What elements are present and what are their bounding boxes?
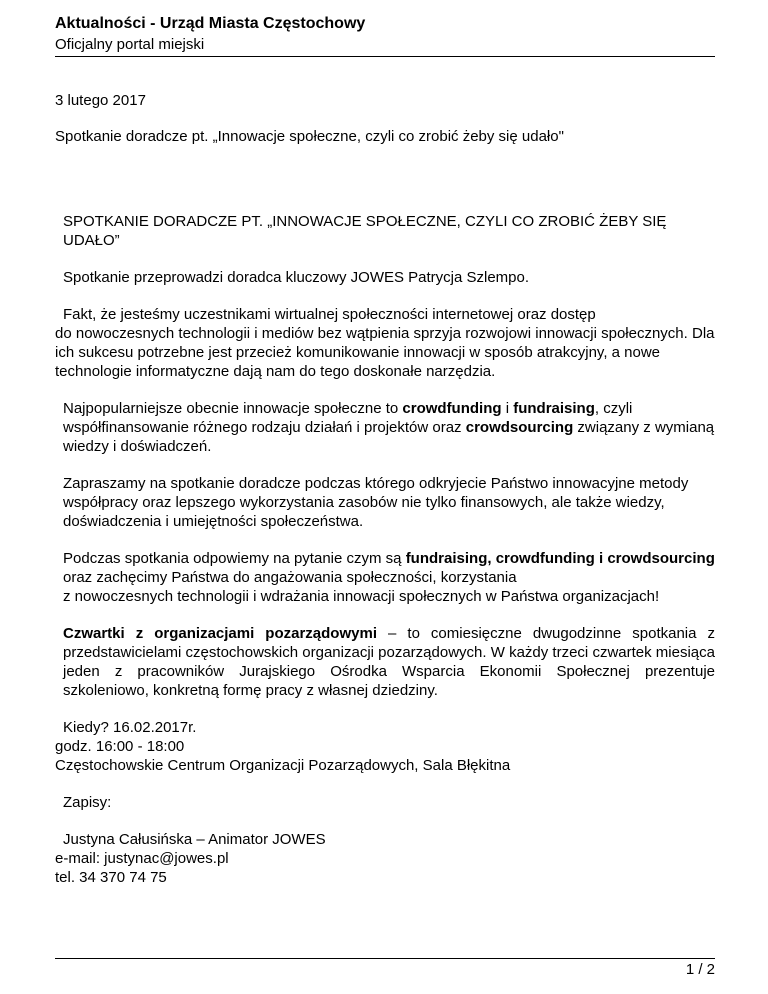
- paragraph-questions-text-c: oraz zachęcimy Państwa do angażowania społeczności, korzystania: [63, 569, 517, 586]
- paragraph-innovations-text-a: Najpopularniejsze obecnie innowacje społeczne to: [63, 400, 403, 417]
- contact-email: e-mail: justynac@jowes.pl: [55, 850, 229, 867]
- event-when: Kiedy? 16.02.2017r.: [63, 719, 197, 736]
- paragraph-innovations: [55, 399, 715, 456]
- event-hours: godz. 16:00 - 18:00: [55, 738, 185, 755]
- paragraph-innovations-text-g: związany z wymianą wiedzy i doświadczeń.: [63, 419, 715, 455]
- site-title: Aktualności - Urząd Miasta Częstochowy: [55, 15, 366, 32]
- thursdays-event-name: Czwartki z organizacjami pozarządowymi: [63, 625, 377, 642]
- event-details: [55, 718, 715, 775]
- paragraph-innovations-text-e: , czyli współfinansowanie różnego rodzaju działań i projektów oraz: [63, 400, 633, 436]
- keyword-crowdsourcing: crowdsourcing: [465, 419, 574, 436]
- thursdays-description: – to comiesięczne dwugodzinne spotkania z przedstawicielami częstochowskich organizacji pozarządowych. W każdy trzeci czwartek miesiąca jeden z pracowników Jurajskiego Ośrodka Wsparcia Ekonomii Społecznej prezentuje szkoleniowo, konkretną formę pracy z własnej dziedziny.: [63, 625, 715, 699]
- keyword-crowdfunding: crowdfunding: [402, 400, 502, 417]
- contact-details: [55, 830, 715, 887]
- article-date: 3 lutego 2017: [55, 92, 146, 109]
- page-number: 1 / 2: [685, 961, 715, 978]
- contact-phone: tel. 34 370 74 75: [55, 869, 167, 886]
- paragraph-technology: [55, 305, 715, 381]
- event-place: Częstochowskie Centrum Organizacji Pozarządowych, Sala Błękitna: [55, 757, 511, 774]
- header-divider: [55, 56, 715, 57]
- article-heading: SPOTKANIE DORADCZE PT. „INNOWACJE SPOŁECZNE, CZYLI CO ZROBIĆ ŻEBY SIĘ UDAŁO”: [63, 213, 667, 249]
- site-subtitle: Oficjalny portal miejski: [55, 36, 205, 53]
- paragraph-questions-text-a: Podczas spotkania odpowiemy na pytanie czym są: [63, 550, 406, 567]
- paragraph-questions: [55, 549, 715, 606]
- article-body: [55, 212, 715, 905]
- footer-divider: [55, 958, 715, 959]
- article-title: Spotkanie doradcze pt. „Innowacje społeczne, czyli co zrobić żeby się udało": [55, 128, 564, 145]
- paragraph-innovations-text-c: i: [501, 400, 514, 417]
- paragraph-questions-text-d: z nowoczesnych technologii i wdrażania innowacji społecznych w Państwa organizacjach!: [63, 588, 660, 605]
- article-intro: Spotkanie przeprowadzi doradca kluczowy JOWES Patrycja Szlempo.: [63, 269, 530, 286]
- keyword-fundraising: fundraising: [513, 400, 595, 417]
- paragraph-technology-line1: Fakt, że jesteśmy uczestnikami wirtualnej społeczności internetowej oraz dostęp: [63, 306, 596, 323]
- paragraph-invitation: Zapraszamy na spotkanie doradcze podczas którego odkryjecie Państwo innowacyjne metody współpracy oraz lepszego wykorzystania zasobów nie tylko finansowych, ale także wiedzy, doświadczenia i umiejętności społeczeństwa.: [63, 475, 689, 530]
- paragraph-thursdays: [55, 624, 715, 700]
- paragraph-technology-rest: do nowoczesnych technologii i mediów bez wątpienia sprzyja rozwojowi innowacji społecznych. Dla ich sukcesu potrzebne jest przecież komunikowanie innowacji w sposób atrakcyjny, a nowe technologie informatyczne dają nam do tego doskonałe narzędzia.: [55, 325, 715, 380]
- contact-name: Justyna Całusińska – Animator JOWES: [63, 831, 326, 848]
- signup-label: Zapisy:: [63, 794, 112, 811]
- keywords-fundraising-crowdfunding-crowdsourcing: fundraising, crowdfunding i crowdsourcing: [405, 550, 715, 567]
